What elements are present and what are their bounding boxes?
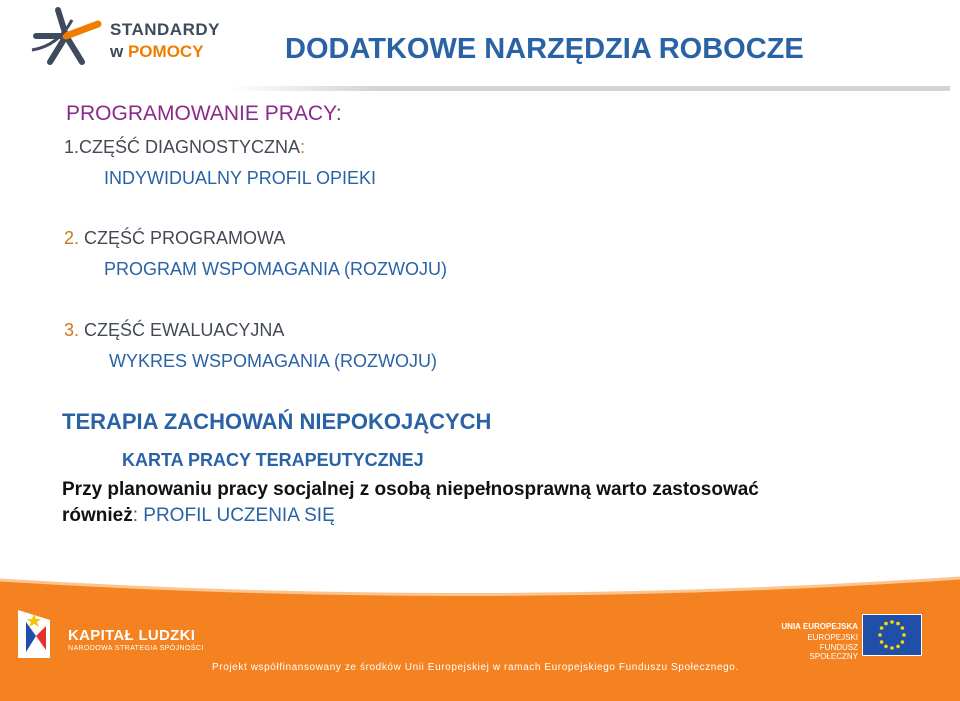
eu-stars-icon (863, 615, 921, 655)
section-2-sub: PROGRAM WSPOMAGANIA (ROZWOJU) (104, 259, 448, 279)
title-divider (230, 86, 950, 91)
section-2-number: 2. (64, 228, 80, 248)
ue-label-line1: UNIA EUROPEJSKA (781, 622, 858, 631)
note-profile-text: : PROFIL UCZENIA SIĘ (132, 505, 335, 526)
note-line-1: Przy planowaniu pracy socjalnej z osobą niepełnosprawną warto zastosować (62, 479, 759, 500)
section-3-text: CZĘŚĆ EWALUACYJNA (79, 320, 285, 340)
logo-text-pomocy (110, 42, 204, 62)
section-3-number: 3. (64, 320, 80, 340)
project-cofinanced-note: Projekt współfinansowany ze środków Unii Europejskiej w ramach Europejskiego Funduszu Społecznego. (212, 662, 739, 673)
ue-label-line3: FUNDUSZ SPOŁECZNY (809, 643, 858, 661)
star-logo-icon (28, 6, 106, 70)
section-1-text: 1.CZĘŚĆ DIAGNOSTYCZNA (64, 137, 301, 157)
kapital-ludzki-icon (12, 606, 56, 662)
eu-flag-icon (862, 614, 922, 656)
section-2-text: CZĘŚĆ PROGRAMOWA (79, 228, 286, 248)
logo-text-standardy: STANDARDY (110, 20, 220, 39)
logo-text-w: w (110, 42, 124, 61)
section-1-sub: INDYWIDUALNY PROFIL OPIEKI (104, 168, 377, 188)
ue-label-line2: EUROPEJSKI (807, 633, 858, 642)
section-2-label (64, 228, 285, 249)
section-3-label (64, 320, 284, 341)
karta-pracy: KARTA PRACY TERAPEUTYCZNEJ (122, 450, 424, 470)
logo-text-pomocy-word: POMOCY (127, 42, 204, 61)
section-1-separator: : (300, 137, 306, 157)
kapital-ludzki-subtitle: NARODOWA STRATEGIA SPÓJNOŚCI (68, 645, 204, 652)
kapital-ludzki-title: KAPITAŁ LUDZKI (68, 627, 196, 644)
note-bold-word: również (62, 505, 133, 526)
page-title: DODATKOWE NARZĘDZIA ROBOCZE (285, 33, 804, 65)
note-line-2 (62, 505, 335, 527)
standardy-logo (28, 6, 228, 70)
section-1-label (64, 137, 305, 158)
section-3-sub: WYKRES WSPOMAGANIA (ROZWOJU) (109, 351, 438, 371)
programming-heading: PROGRAMOWANIE PRACY: (66, 102, 342, 125)
therapy-heading: TERAPIA ZACHOWAŃ NIEPOKOJĄCYCH (62, 409, 492, 434)
